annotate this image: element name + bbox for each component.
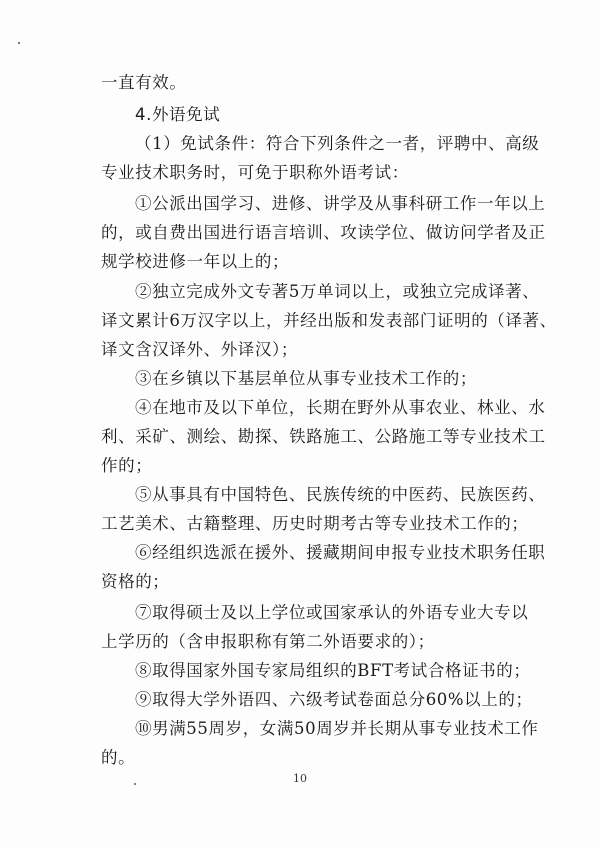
scan-speck (134, 783, 136, 785)
list-item-line: ③在乡镇以下基层单位从事专业技术工作的； (135, 369, 477, 388)
text-line: 利、采矿、测绘、勘探、铁路施工、公路施工等专业技术工 (101, 427, 546, 446)
page-number: 10 (293, 772, 307, 785)
list-item-line: ⑥经组织选派在援外、援藏期间申报专业技术职务任职 (135, 543, 546, 562)
text-line: 规学校进修一年以上的； (101, 252, 290, 271)
list-item-line: ②独立完成外文专著5万单词以上，或独立完成译著、 (135, 282, 540, 301)
list-item-line: ⑧取得国家外国专家局组织的BFT考试合格证书的； (135, 661, 531, 680)
list-item-line: ①公派出国学习、进修、讲学及从事科研工作一年以上 (135, 194, 546, 213)
list-item-line: ⑩男满55周岁，女满50周岁并长期从事专业技术工作 (135, 719, 539, 738)
text-line: 资格的； (101, 572, 170, 591)
text-line: 专业技术职务时，可免于职称外语考试： (101, 163, 409, 182)
scan-speck (18, 42, 20, 44)
section-heading: 4.外语免试 (135, 105, 221, 124)
text-line: 的，或自费出国进行语言培训、攻读学位、做访问学者及正 (101, 223, 546, 242)
list-item-line: ⑦取得硕士及以上学位或国家承认的外语专业大专以 (135, 603, 529, 622)
list-item-line: ④在地市及以下单位，长期在野外从事农业、林业、水 (135, 398, 546, 417)
text-line: 作的； (101, 456, 153, 475)
text-line: 上学历的（含申报职称有第二外语要求的）； (101, 632, 435, 651)
list-item-line: ⑤从事具有中国特色、民族传统的中医药、民族医药、 (135, 485, 546, 504)
text-line: 译文含汉译外、外译汉）； (101, 340, 298, 359)
text-line: 的。 (101, 748, 136, 767)
text-line: 一直有效。 (101, 73, 187, 92)
text-line: 工艺美术、古籍整理、历史时期考古等专业技术工作的； (101, 514, 529, 533)
list-item-line: ⑨取得大学外语四、六级考试卷面总分60%以上的； (135, 690, 533, 709)
text-line: （1）免试条件：符合下列条件之一者，评聘中、高级 (135, 134, 540, 153)
text-line: 译文累计6万汉字以上，并经出版和发表部门证明的（译著、 (101, 311, 557, 330)
